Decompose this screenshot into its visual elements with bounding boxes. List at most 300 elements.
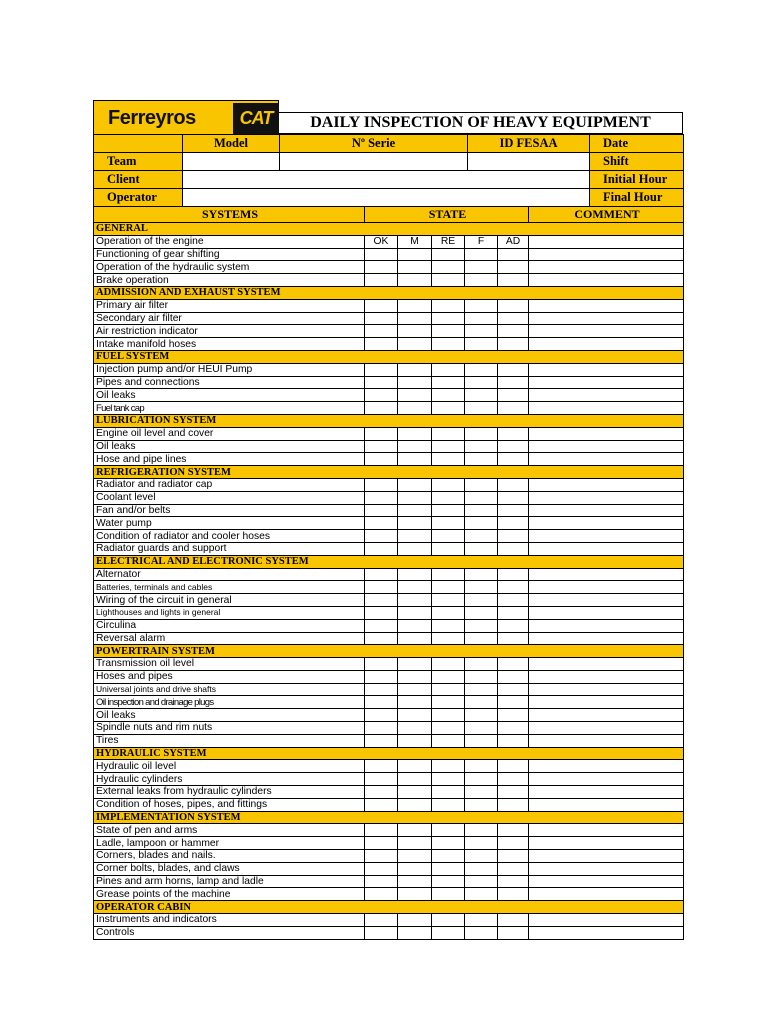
state-checkbox-cell[interactable] xyxy=(498,581,529,594)
comment-cell[interactable] xyxy=(529,491,684,504)
state-checkbox-cell[interactable] xyxy=(465,542,498,555)
section-header-row xyxy=(94,286,684,299)
state-checkbox-cell[interactable] xyxy=(365,875,398,888)
comment-cell[interactable] xyxy=(529,632,684,645)
state-checkbox-cell[interactable] xyxy=(465,683,498,696)
comment-cell[interactable] xyxy=(529,299,684,312)
state-checkbox-cell[interactable] xyxy=(365,248,398,261)
state-checkbox-cell[interactable] xyxy=(398,888,432,901)
comment-cell[interactable] xyxy=(529,683,684,696)
state-checkbox-cell[interactable] xyxy=(432,862,465,875)
state-checkbox-cell[interactable] xyxy=(398,491,432,504)
comment-cell[interactable] xyxy=(529,325,684,338)
comment-cell[interactable] xyxy=(529,606,684,619)
state-checkbox-cell[interactable] xyxy=(365,760,398,773)
state-checkbox-cell[interactable] xyxy=(465,299,498,312)
inspection-item-label: Operation of the engine xyxy=(94,235,365,248)
section-header-row xyxy=(94,555,684,568)
state-checkbox-cell[interactable] xyxy=(498,734,529,747)
state-checkbox-cell[interactable] xyxy=(432,504,465,517)
state-checkbox-cell[interactable] xyxy=(432,376,465,389)
state-checkbox-cell[interactable] xyxy=(465,312,498,325)
inspection-item-label: Alternator xyxy=(94,568,365,581)
state-checkbox-cell[interactable] xyxy=(398,837,432,850)
state-checkbox-cell[interactable] xyxy=(365,389,398,402)
state-checkbox-cell[interactable] xyxy=(498,299,529,312)
comment-cell[interactable] xyxy=(529,888,684,901)
state-checkbox-cell[interactable] xyxy=(432,248,465,261)
state-checkbox-cell[interactable] xyxy=(498,786,529,799)
state-checkbox-cell[interactable] xyxy=(398,274,432,287)
comment-cell[interactable] xyxy=(529,440,684,453)
state-checkbox-cell[interactable] xyxy=(365,581,398,594)
state-checkbox-cell[interactable] xyxy=(465,786,498,799)
state-checkbox-cell[interactable] xyxy=(432,594,465,607)
state-checkbox-cell[interactable] xyxy=(465,325,498,338)
state-checkbox-cell[interactable] xyxy=(365,530,398,543)
state-checkbox-cell[interactable] xyxy=(432,773,465,786)
state-checkbox-cell[interactable] xyxy=(365,824,398,837)
state-checkbox-cell[interactable] xyxy=(432,325,465,338)
section-header-row xyxy=(94,223,684,236)
state-checkbox-cell[interactable] xyxy=(432,696,465,709)
comment-cell[interactable] xyxy=(529,389,684,402)
model-field[interactable] xyxy=(183,153,280,171)
state-checkbox-cell[interactable] xyxy=(498,798,529,811)
state-checkbox-cell[interactable] xyxy=(432,363,465,376)
state-checkbox-cell[interactable] xyxy=(465,824,498,837)
state-checkbox-cell[interactable] xyxy=(498,478,529,491)
inspection-item-label: External leaks from hydraulic cylinders xyxy=(94,786,365,799)
state-checkbox-cell[interactable] xyxy=(465,773,498,786)
state-checkbox-cell[interactable] xyxy=(398,709,432,722)
state-checkbox-cell[interactable] xyxy=(398,875,432,888)
state-checkbox-cell[interactable] xyxy=(465,440,498,453)
state-checkbox-cell[interactable] xyxy=(432,517,465,530)
state-checkbox-cell[interactable] xyxy=(398,453,432,466)
comment-cell[interactable] xyxy=(529,248,684,261)
state-checkbox-cell[interactable] xyxy=(498,338,529,351)
state-checkbox-cell[interactable] xyxy=(398,376,432,389)
state-checkbox-cell[interactable] xyxy=(465,568,498,581)
state-checkbox-cell[interactable] xyxy=(465,363,498,376)
state-checkbox-cell[interactable] xyxy=(365,709,398,722)
state-checkbox-cell[interactable] xyxy=(498,862,529,875)
state-checkbox-cell[interactable] xyxy=(432,491,465,504)
state-checkbox-cell[interactable] xyxy=(365,542,398,555)
initial-hour-label: Initial Hour xyxy=(590,171,684,189)
comment-cell[interactable] xyxy=(529,875,684,888)
state-checkbox-cell[interactable] xyxy=(465,722,498,735)
comment-cell[interactable] xyxy=(529,504,684,517)
comment-cell[interactable] xyxy=(529,760,684,773)
state-checkbox-cell[interactable] xyxy=(432,606,465,619)
state-checkbox-cell[interactable] xyxy=(432,453,465,466)
state-checkbox-cell[interactable] xyxy=(432,619,465,632)
state-checkbox-cell[interactable] xyxy=(365,478,398,491)
state-checkbox-cell[interactable] xyxy=(498,274,529,287)
state-checkbox-cell[interactable] xyxy=(398,389,432,402)
state-checkbox-cell[interactable] xyxy=(498,709,529,722)
header-row-4 xyxy=(94,189,684,207)
state-checkbox-cell[interactable] xyxy=(498,670,529,683)
state-checkbox-cell[interactable] xyxy=(465,619,498,632)
state-checkbox-cell[interactable] xyxy=(432,722,465,735)
inspection-item-label: Oil leaks xyxy=(94,440,365,453)
state-checkbox-cell[interactable] xyxy=(398,914,432,927)
state-checkbox-cell[interactable] xyxy=(465,606,498,619)
state-checkbox-cell[interactable] xyxy=(465,453,498,466)
state-checkbox-cell[interactable] xyxy=(432,734,465,747)
state-checkbox-cell[interactable] xyxy=(398,478,432,491)
state-checkbox-cell[interactable] xyxy=(465,338,498,351)
state-checkbox-cell[interactable] xyxy=(365,926,398,939)
state-checkbox-cell[interactable] xyxy=(498,504,529,517)
state-checkbox-cell[interactable] xyxy=(398,248,432,261)
comment-cell[interactable] xyxy=(529,722,684,735)
section-header-row xyxy=(94,645,684,658)
state-checkbox-cell[interactable] xyxy=(498,837,529,850)
state-checkbox-cell[interactable] xyxy=(365,312,398,325)
state-checkbox-cell[interactable] xyxy=(465,274,498,287)
state-checkbox-cell[interactable] xyxy=(498,683,529,696)
state-checkbox-cell[interactable] xyxy=(465,427,498,440)
state-checkbox-cell[interactable] xyxy=(398,594,432,607)
state-checkbox-cell[interactable] xyxy=(498,389,529,402)
state-checkbox-cell[interactable] xyxy=(498,325,529,338)
state-checkbox-cell[interactable] xyxy=(465,914,498,927)
comment-cell[interactable] xyxy=(529,798,684,811)
state-checkbox-cell[interactable] xyxy=(498,453,529,466)
state-checkbox-cell[interactable] xyxy=(398,517,432,530)
state-checkbox-cell[interactable] xyxy=(398,696,432,709)
state-checkbox-cell[interactable] xyxy=(365,722,398,735)
state-checkbox-cell[interactable] xyxy=(365,274,398,287)
state-checkbox-cell[interactable] xyxy=(498,376,529,389)
state-checkbox-cell[interactable] xyxy=(498,427,529,440)
state-code-f[interactable]: F xyxy=(465,235,498,248)
state-checkbox-cell[interactable] xyxy=(398,504,432,517)
section-title: REFRIGERATION SYSTEM xyxy=(94,466,684,479)
state-checkbox-cell[interactable] xyxy=(498,402,529,415)
state-checkbox-cell[interactable] xyxy=(465,670,498,683)
state-checkbox-cell[interactable] xyxy=(365,862,398,875)
state-checkbox-cell[interactable] xyxy=(365,568,398,581)
state-checkbox-cell[interactable] xyxy=(498,926,529,939)
state-checkbox-cell[interactable] xyxy=(432,440,465,453)
state-checkbox-cell[interactable] xyxy=(365,658,398,671)
state-checkbox-cell[interactable] xyxy=(465,632,498,645)
comment-cell[interactable] xyxy=(529,427,684,440)
comment-cell[interactable] xyxy=(529,696,684,709)
state-checkbox-cell[interactable] xyxy=(398,632,432,645)
state-checkbox-cell[interactable] xyxy=(465,696,498,709)
state-checkbox-cell[interactable] xyxy=(465,248,498,261)
comment-cell[interactable] xyxy=(529,734,684,747)
state-checkbox-cell[interactable] xyxy=(398,760,432,773)
comment-cell[interactable] xyxy=(529,312,684,325)
state-checkbox-cell[interactable] xyxy=(465,926,498,939)
state-checkbox-cell[interactable] xyxy=(465,402,498,415)
state-checkbox-cell[interactable] xyxy=(365,696,398,709)
state-checkbox-cell[interactable] xyxy=(398,542,432,555)
state-checkbox-cell[interactable] xyxy=(498,824,529,837)
inspection-item-row xyxy=(94,312,684,325)
state-checkbox-cell[interactable] xyxy=(432,670,465,683)
comment-cell[interactable] xyxy=(529,594,684,607)
comment-cell[interactable] xyxy=(529,376,684,389)
comment-cell[interactable] xyxy=(529,824,684,837)
client-field[interactable] xyxy=(183,171,590,189)
state-checkbox-cell[interactable] xyxy=(432,568,465,581)
state-checkbox-cell[interactable] xyxy=(365,632,398,645)
state-checkbox-cell[interactable] xyxy=(398,619,432,632)
state-checkbox-cell[interactable] xyxy=(365,786,398,799)
state-checkbox-cell[interactable] xyxy=(365,440,398,453)
state-checkbox-cell[interactable] xyxy=(465,837,498,850)
state-checkbox-cell[interactable] xyxy=(398,338,432,351)
state-checkbox-cell[interactable] xyxy=(398,402,432,415)
state-checkbox-cell[interactable] xyxy=(432,888,465,901)
state-checkbox-cell[interactable] xyxy=(498,888,529,901)
state-checkbox-cell[interactable] xyxy=(498,632,529,645)
state-checkbox-cell[interactable] xyxy=(365,325,398,338)
comment-cell[interactable] xyxy=(529,530,684,543)
state-checkbox-cell[interactable] xyxy=(398,261,432,274)
state-checkbox-cell[interactable] xyxy=(432,709,465,722)
state-checkbox-cell[interactable] xyxy=(365,837,398,850)
state-checkbox-cell[interactable] xyxy=(365,850,398,863)
state-checkbox-cell[interactable] xyxy=(465,850,498,863)
state-checkbox-cell[interactable] xyxy=(498,491,529,504)
state-checkbox-cell[interactable] xyxy=(465,517,498,530)
comment-cell[interactable] xyxy=(529,261,684,274)
state-checkbox-cell[interactable] xyxy=(432,837,465,850)
state-checkbox-cell[interactable] xyxy=(498,773,529,786)
comment-cell[interactable] xyxy=(529,837,684,850)
state-checkbox-cell[interactable] xyxy=(398,530,432,543)
inspection-item-label: Universal joints and drive shafts xyxy=(94,683,365,696)
state-checkbox-cell[interactable] xyxy=(398,734,432,747)
comment-cell[interactable] xyxy=(529,670,684,683)
comment-cell[interactable] xyxy=(529,235,684,248)
state-checkbox-cell[interactable] xyxy=(398,722,432,735)
state-checkbox-cell[interactable] xyxy=(365,798,398,811)
state-checkbox-cell[interactable] xyxy=(398,862,432,875)
page-title: DAILY INSPECTION OF HEAVY EQUIPMENT xyxy=(279,112,683,134)
state-checkbox-cell[interactable] xyxy=(432,261,465,274)
state-checkbox-cell[interactable] xyxy=(398,683,432,696)
state-checkbox-cell[interactable] xyxy=(432,338,465,351)
state-checkbox-cell[interactable] xyxy=(498,568,529,581)
state-checkbox-cell[interactable] xyxy=(398,850,432,863)
state-checkbox-cell[interactable] xyxy=(465,581,498,594)
state-checkbox-cell[interactable] xyxy=(465,478,498,491)
state-checkbox-cell[interactable] xyxy=(365,338,398,351)
state-code-re[interactable]: RE xyxy=(432,235,465,248)
state-checkbox-cell[interactable] xyxy=(432,798,465,811)
state-checkbox-cell[interactable] xyxy=(432,581,465,594)
comment-cell[interactable] xyxy=(529,363,684,376)
state-checkbox-cell[interactable] xyxy=(365,299,398,312)
state-checkbox-cell[interactable] xyxy=(465,875,498,888)
state-checkbox-cell[interactable] xyxy=(498,606,529,619)
state-checkbox-cell[interactable] xyxy=(465,862,498,875)
state-checkbox-cell[interactable] xyxy=(498,658,529,671)
state-checkbox-cell[interactable] xyxy=(432,824,465,837)
state-checkbox-cell[interactable] xyxy=(432,658,465,671)
state-checkbox-cell[interactable] xyxy=(498,530,529,543)
state-checkbox-cell[interactable] xyxy=(398,440,432,453)
state-checkbox-cell[interactable] xyxy=(365,619,398,632)
state-checkbox-cell[interactable] xyxy=(398,786,432,799)
state-checkbox-cell[interactable] xyxy=(398,568,432,581)
state-checkbox-cell[interactable] xyxy=(365,427,398,440)
state-checkbox-cell[interactable] xyxy=(465,594,498,607)
inspection-item-label: Lighthouses and lights in general xyxy=(94,606,365,619)
state-checkbox-cell[interactable] xyxy=(398,363,432,376)
state-checkbox-cell[interactable] xyxy=(365,683,398,696)
state-checkbox-cell[interactable] xyxy=(432,786,465,799)
state-checkbox-cell[interactable] xyxy=(465,389,498,402)
state-checkbox-cell[interactable] xyxy=(398,325,432,338)
state-checkbox-cell[interactable] xyxy=(398,773,432,786)
comment-cell[interactable] xyxy=(529,478,684,491)
inspection-item-row xyxy=(94,696,684,709)
state-checkbox-cell[interactable] xyxy=(365,914,398,927)
state-checkbox-cell[interactable] xyxy=(465,261,498,274)
comment-cell[interactable] xyxy=(529,850,684,863)
comment-cell[interactable] xyxy=(529,914,684,927)
state-checkbox-cell[interactable] xyxy=(498,517,529,530)
state-checkbox-cell[interactable] xyxy=(365,773,398,786)
state-checkbox-cell[interactable] xyxy=(498,312,529,325)
comment-cell[interactable] xyxy=(529,862,684,875)
state-checkbox-cell[interactable] xyxy=(398,606,432,619)
state-checkbox-cell[interactable] xyxy=(432,632,465,645)
state-checkbox-cell[interactable] xyxy=(365,594,398,607)
comment-cell[interactable] xyxy=(529,517,684,530)
comment-cell[interactable] xyxy=(529,274,684,287)
comment-cell[interactable] xyxy=(529,453,684,466)
state-checkbox-cell[interactable] xyxy=(465,504,498,517)
state-checkbox-cell[interactable] xyxy=(432,402,465,415)
state-code-m[interactable]: M xyxy=(398,235,432,248)
comment-cell[interactable] xyxy=(529,568,684,581)
state-checkbox-cell[interactable] xyxy=(365,517,398,530)
id-fesaa-field[interactable] xyxy=(468,153,590,171)
state-checkbox-cell[interactable] xyxy=(365,453,398,466)
comment-cell[interactable] xyxy=(529,402,684,415)
state-checkbox-cell[interactable] xyxy=(465,760,498,773)
state-checkbox-cell[interactable] xyxy=(432,389,465,402)
state-checkbox-cell[interactable] xyxy=(365,670,398,683)
state-checkbox-cell[interactable] xyxy=(498,875,529,888)
serie-field[interactable] xyxy=(280,153,468,171)
state-code-ad[interactable]: AD xyxy=(498,235,529,248)
state-checkbox-cell[interactable] xyxy=(365,504,398,517)
state-checkbox-cell[interactable] xyxy=(498,542,529,555)
state-checkbox-cell[interactable] xyxy=(398,299,432,312)
state-checkbox-cell[interactable] xyxy=(365,491,398,504)
state-checkbox-cell[interactable] xyxy=(465,530,498,543)
comment-cell[interactable] xyxy=(529,786,684,799)
comment-cell[interactable] xyxy=(529,581,684,594)
state-checkbox-cell[interactable] xyxy=(365,888,398,901)
state-checkbox-cell[interactable] xyxy=(365,261,398,274)
state-checkbox-cell[interactable] xyxy=(465,376,498,389)
state-checkbox-cell[interactable] xyxy=(498,594,529,607)
state-checkbox-cell[interactable] xyxy=(365,734,398,747)
comment-cell[interactable] xyxy=(529,542,684,555)
state-checkbox-cell[interactable] xyxy=(365,376,398,389)
state-checkbox-cell[interactable] xyxy=(398,824,432,837)
inspection-item-label: Fan and/or belts xyxy=(94,504,365,517)
state-code-ok[interactable]: OK xyxy=(365,235,398,248)
state-checkbox-cell[interactable] xyxy=(498,261,529,274)
comment-cell[interactable] xyxy=(529,773,684,786)
comment-cell[interactable] xyxy=(529,619,684,632)
state-checkbox-cell[interactable] xyxy=(398,926,432,939)
state-checkbox-cell[interactable] xyxy=(498,248,529,261)
state-checkbox-cell[interactable] xyxy=(498,722,529,735)
state-checkbox-cell[interactable] xyxy=(432,850,465,863)
state-checkbox-cell[interactable] xyxy=(465,658,498,671)
state-checkbox-cell[interactable] xyxy=(432,427,465,440)
state-checkbox-cell[interactable] xyxy=(398,581,432,594)
comment-cell[interactable] xyxy=(529,709,684,722)
state-checkbox-cell[interactable] xyxy=(432,274,465,287)
state-checkbox-cell[interactable] xyxy=(498,760,529,773)
state-checkbox-cell[interactable] xyxy=(498,619,529,632)
state-checkbox-cell[interactable] xyxy=(498,850,529,863)
state-checkbox-cell[interactable] xyxy=(432,683,465,696)
state-checkbox-cell[interactable] xyxy=(398,658,432,671)
state-checkbox-cell[interactable] xyxy=(432,299,465,312)
state-checkbox-cell[interactable] xyxy=(465,798,498,811)
state-checkbox-cell[interactable] xyxy=(432,875,465,888)
state-checkbox-cell[interactable] xyxy=(432,542,465,555)
state-checkbox-cell[interactable] xyxy=(432,530,465,543)
state-checkbox-cell[interactable] xyxy=(365,402,398,415)
state-checkbox-cell[interactable] xyxy=(465,709,498,722)
state-checkbox-cell[interactable] xyxy=(398,427,432,440)
operator-field[interactable] xyxy=(183,189,590,207)
state-checkbox-cell[interactable] xyxy=(398,798,432,811)
state-checkbox-cell[interactable] xyxy=(498,914,529,927)
state-checkbox-cell[interactable] xyxy=(398,670,432,683)
state-checkbox-cell[interactable] xyxy=(432,914,465,927)
comment-cell[interactable] xyxy=(529,658,684,671)
state-checkbox-cell[interactable] xyxy=(365,363,398,376)
state-checkbox-cell[interactable] xyxy=(465,734,498,747)
state-checkbox-cell[interactable] xyxy=(498,440,529,453)
state-checkbox-cell[interactable] xyxy=(465,888,498,901)
state-checkbox-cell[interactable] xyxy=(432,312,465,325)
inspection-item-label: Corner bolts, blades, and claws xyxy=(94,862,365,875)
inspection-item-label: Secondary air filter xyxy=(94,312,365,325)
state-checkbox-cell[interactable] xyxy=(498,696,529,709)
comment-cell[interactable] xyxy=(529,926,684,939)
state-checkbox-cell[interactable] xyxy=(432,478,465,491)
state-checkbox-cell[interactable] xyxy=(432,760,465,773)
comment-cell[interactable] xyxy=(529,338,684,351)
state-checkbox-cell[interactable] xyxy=(398,312,432,325)
state-checkbox-cell[interactable] xyxy=(465,491,498,504)
state-checkbox-cell[interactable] xyxy=(365,606,398,619)
state-checkbox-cell[interactable] xyxy=(498,363,529,376)
state-checkbox-cell[interactable] xyxy=(432,926,465,939)
